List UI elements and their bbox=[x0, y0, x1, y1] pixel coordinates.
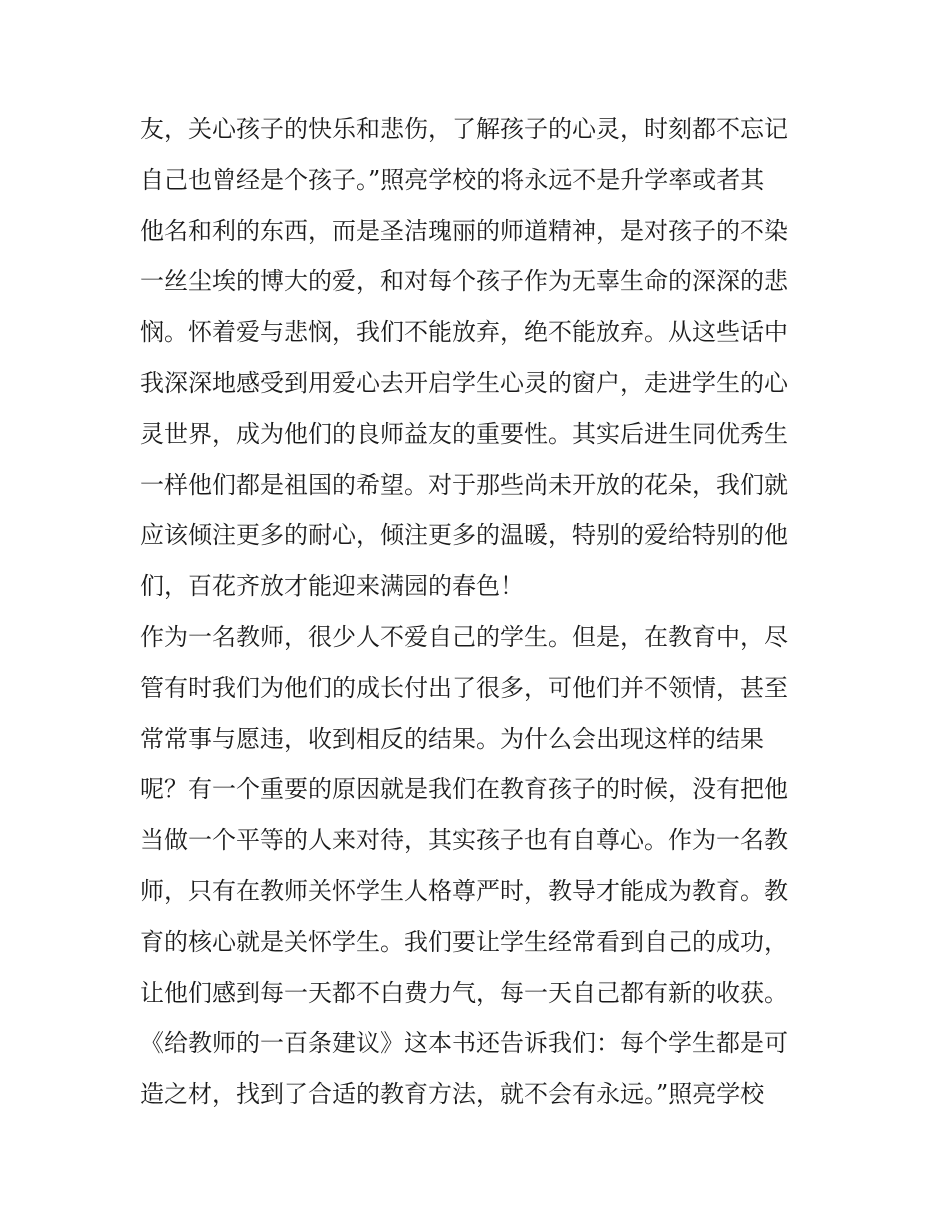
text-line: 呢？有一个重要的原因就是我们在教育孩子的时候，没有把他 bbox=[140, 775, 788, 804]
text-line: 造之材，找到了合适的教育方法，就不会有永远。”照亮学校 bbox=[140, 1080, 765, 1109]
text-line: 友，关心孩子的快乐和悲伤，了解孩子的心灵，时刻都不忘记 bbox=[140, 115, 788, 143]
text-line: 师，只有在教师关怀学生人格尊严时，教导才能成为教育。教 bbox=[140, 876, 788, 905]
text-line: 一丝尘埃的博大的爱，和对每个孩子作为无辜生命的深深的悲 bbox=[140, 267, 788, 296]
text-line: 应该倾注更多的耐心，倾注更多的温暖，特别的爱给特别的他 bbox=[140, 521, 788, 550]
text-line: 当做一个平等的人来对待，其实孩子也有自尊心。作为一名教 bbox=[140, 826, 788, 855]
text-line: 他名和利的东西，而是圣洁瑰丽的师道精神，是对孩子的不染 bbox=[140, 216, 788, 245]
text-line: 们，百花齐放才能迎来满园的春色！ bbox=[140, 572, 524, 601]
text-line: 灵世界，成为他们的良师益友的重要性。其实后进生同优秀生 bbox=[140, 419, 788, 448]
body-text bbox=[140, 104, 820, 1120]
text-line: 作为一名教师，很少人不爱自己的学生。但是，在教育中，尽 bbox=[140, 622, 788, 651]
text-line: 管有时我们为他们的成长付出了很多，可他们并不领情，甚至 bbox=[140, 673, 788, 702]
text-line: 我深深地感受到用爱心去开启学生心灵的窗户，走进学生的心 bbox=[140, 368, 788, 397]
text-line: 育的核心就是关怀学生。我们要让学生经常看到自己的成功， bbox=[140, 927, 788, 956]
text-line: 《给教师的一百条建议》这本书还告诉我们：每个学生都是可 bbox=[140, 1029, 788, 1058]
text-line: 自己也曾经是个孩子。”照亮学校的将永远不是升学率或者其 bbox=[140, 165, 765, 194]
text-line: 让他们感到每一天都不白费力气，每一天自己都有新的收获。 bbox=[140, 978, 788, 1007]
text-line: 一样他们都是祖国的希望。对于那些尚未开放的花朵，我们就 bbox=[140, 470, 788, 499]
text-line: 悯。怀着爱与悲悯，我们不能放弃，绝不能放弃。从这些话中 bbox=[140, 318, 788, 347]
text-line: 常常事与愿违，收到相反的结果。为什么会出现这样的结果 bbox=[140, 724, 764, 753]
